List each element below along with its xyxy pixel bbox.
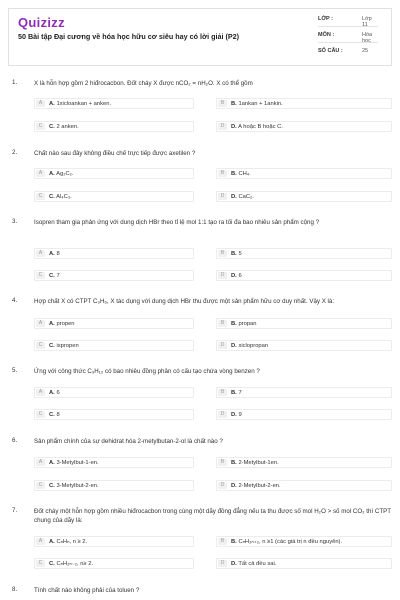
option-d[interactable] bbox=[216, 121, 392, 132]
question-text: Chất nào sau đây không điều chế trực tiếp được axetilen ? bbox=[34, 150, 196, 157]
option-badge: D bbox=[218, 193, 227, 200]
option-text: C. ispropen bbox=[49, 343, 79, 349]
option-a[interactable] bbox=[34, 387, 194, 398]
option-text: D. 6 bbox=[231, 273, 242, 279]
option-badge: A bbox=[36, 170, 45, 177]
option-text: D. A hoặc B hoặc C. bbox=[231, 124, 283, 130]
option-badge: B bbox=[218, 389, 227, 396]
option-text: A. propen bbox=[49, 321, 75, 327]
question-number: 5. bbox=[12, 367, 18, 374]
meta-value: Lớp 11 bbox=[362, 16, 372, 28]
option-text: B. CH₄. bbox=[231, 171, 251, 177]
option-text: A. 3-Metylbut-1-en. bbox=[49, 460, 99, 466]
meta-divider bbox=[318, 26, 378, 27]
option-badge: B bbox=[218, 320, 227, 327]
option-text: A. CₙHₙ, n ≥ 2. bbox=[49, 539, 88, 545]
option-b[interactable] bbox=[216, 536, 392, 547]
option-a[interactable] bbox=[34, 248, 194, 259]
option-c[interactable] bbox=[34, 121, 194, 132]
option-b[interactable] bbox=[216, 98, 392, 109]
meta-label: MÔN : bbox=[318, 32, 335, 38]
option-badge: C bbox=[36, 482, 45, 489]
option-badge: C bbox=[36, 123, 45, 130]
option-badge: D bbox=[218, 123, 227, 130]
question-number: 3. bbox=[12, 218, 18, 225]
question-text: Hợp chất X có CTPT C₃H₆, X tác dụng với dung dịch HBr thu được một sản phẩm hữu cơ duy nhất. Vậy X là: bbox=[34, 298, 335, 305]
option-c[interactable] bbox=[34, 340, 194, 351]
option-badge: C bbox=[36, 411, 45, 418]
option-d[interactable] bbox=[216, 340, 392, 351]
option-text: C. CₙH₂ₙ₋₂, n≥ 2. bbox=[49, 561, 94, 567]
question-text: Sản phẩm chính của sự dehidrat hóa 2-metylbutan-2-ol là chất nào ? bbox=[34, 438, 223, 445]
option-text: B. 7 bbox=[231, 390, 242, 396]
option-d[interactable] bbox=[216, 409, 392, 420]
option-badge: B bbox=[218, 459, 227, 466]
option-b[interactable] bbox=[216, 248, 392, 259]
meta-value: 25 bbox=[362, 48, 369, 54]
question-number: 2. bbox=[12, 149, 18, 156]
meta-value: Hóa học bbox=[362, 32, 373, 44]
option-b[interactable] bbox=[216, 457, 392, 468]
option-a[interactable] bbox=[34, 98, 194, 109]
option-badge: A bbox=[36, 320, 45, 327]
question-text: Tính chất nào không phải của toluen ? bbox=[34, 587, 140, 594]
option-a[interactable] bbox=[34, 457, 194, 468]
option-text: C. Al₄C₃. bbox=[49, 194, 72, 200]
option-text: C. 3-Metylbut-2-en. bbox=[49, 483, 99, 489]
option-text: B. 1ankan + 1ankin. bbox=[231, 101, 283, 107]
option-badge: C bbox=[36, 342, 45, 349]
question-number: 8. bbox=[12, 586, 18, 593]
meta-label: SỐ CÂU : bbox=[318, 48, 343, 54]
option-c[interactable] bbox=[34, 409, 194, 420]
option-a[interactable] bbox=[34, 318, 194, 329]
option-c[interactable] bbox=[34, 480, 194, 491]
option-text: B. propan bbox=[231, 321, 257, 327]
option-text: A. 6 bbox=[49, 390, 60, 396]
option-badge: B bbox=[218, 250, 227, 257]
question-number: 7. bbox=[12, 507, 18, 514]
option-d[interactable] bbox=[216, 191, 392, 202]
option-c[interactable] bbox=[34, 270, 194, 281]
option-text: A. 1xicloankan + anken. bbox=[49, 101, 112, 107]
option-d[interactable] bbox=[216, 270, 392, 281]
option-text: B. 5 bbox=[231, 251, 242, 257]
question-number: 4. bbox=[12, 297, 18, 304]
option-badge: A bbox=[36, 100, 45, 107]
document-title: 50 Bài tập Đại cương về hóa học hữu cơ siêu hay có lời giải (P2) bbox=[18, 32, 240, 41]
option-badge: D bbox=[218, 482, 227, 489]
option-badge: B bbox=[218, 538, 227, 545]
option-badge: A bbox=[36, 459, 45, 466]
question-text: Đốt cháy một hỗn hợp gồm nhiều hiđrocacbon trong cùng một dãy đồng đẳng nếu ta thu được số mol H₂O > số mol CO₂ thì CTPT chung của dãy là: bbox=[34, 508, 391, 524]
option-a[interactable] bbox=[34, 536, 194, 547]
option-c[interactable] bbox=[34, 191, 194, 202]
option-c[interactable] bbox=[34, 558, 194, 569]
option-text: D. Tất cả đều sai. bbox=[231, 561, 277, 567]
option-a[interactable] bbox=[34, 168, 194, 179]
option-text: C. 8 bbox=[49, 412, 60, 418]
option-badge: A bbox=[36, 250, 45, 257]
option-badge: D bbox=[218, 560, 227, 567]
option-text: D. xiclopropan bbox=[231, 343, 269, 349]
option-text: D. CaC₂. bbox=[231, 194, 254, 200]
quizizz-logo: Quizizz bbox=[18, 15, 65, 30]
option-badge: D bbox=[218, 272, 227, 279]
option-badge: D bbox=[218, 342, 227, 349]
option-badge: B bbox=[218, 170, 227, 177]
option-text: B. CₙH₂ₙ₊₂, n ≥1 (các giá trị n đều nguyên). bbox=[231, 539, 343, 545]
option-text: D. 2-Metylbut-2-en. bbox=[231, 483, 281, 489]
option-badge: D bbox=[218, 411, 227, 418]
question-number: 6. bbox=[12, 437, 18, 444]
option-d[interactable] bbox=[216, 558, 392, 569]
option-badge: C bbox=[36, 193, 45, 200]
worksheet-header bbox=[8, 8, 392, 66]
option-b[interactable] bbox=[216, 168, 392, 179]
option-badge: C bbox=[36, 560, 45, 567]
option-text: C. 2 anken. bbox=[49, 124, 79, 130]
option-b[interactable] bbox=[216, 318, 392, 329]
option-text: A. Ag₂C₂. bbox=[49, 171, 74, 177]
meta-divider bbox=[318, 42, 378, 43]
option-d[interactable] bbox=[216, 480, 392, 491]
question-text: Isopren tham gia phản ứng với dung dịch HBr theo tỉ lệ mol 1:1 tạo ra tối đa bao nhiêu sản phẩm cộng ? bbox=[34, 219, 320, 226]
question-text: Ứng với công thức C₉H₁₂ có bao nhiêu đồng phân có cấu tạo chứa vòng benzen ? bbox=[34, 368, 260, 375]
option-text: D. 9 bbox=[231, 412, 242, 418]
meta-label: LỚP : bbox=[318, 16, 333, 22]
option-badge: C bbox=[36, 272, 45, 279]
question-number: 1. bbox=[12, 79, 18, 86]
question-text: X là hỗn hợp gồm 2 hiđrocacbon. Đốt cháy X được nCO₂ = nH₂O. X có thể gồm bbox=[34, 80, 253, 87]
option-badge: B bbox=[218, 100, 227, 107]
option-badge: A bbox=[36, 538, 45, 545]
option-badge: A bbox=[36, 389, 45, 396]
option-text: A. 8 bbox=[49, 251, 60, 257]
option-text: B. 2-Metylbut-1en. bbox=[231, 460, 279, 466]
option-text: C. 7 bbox=[49, 273, 60, 279]
option-b[interactable] bbox=[216, 387, 392, 398]
